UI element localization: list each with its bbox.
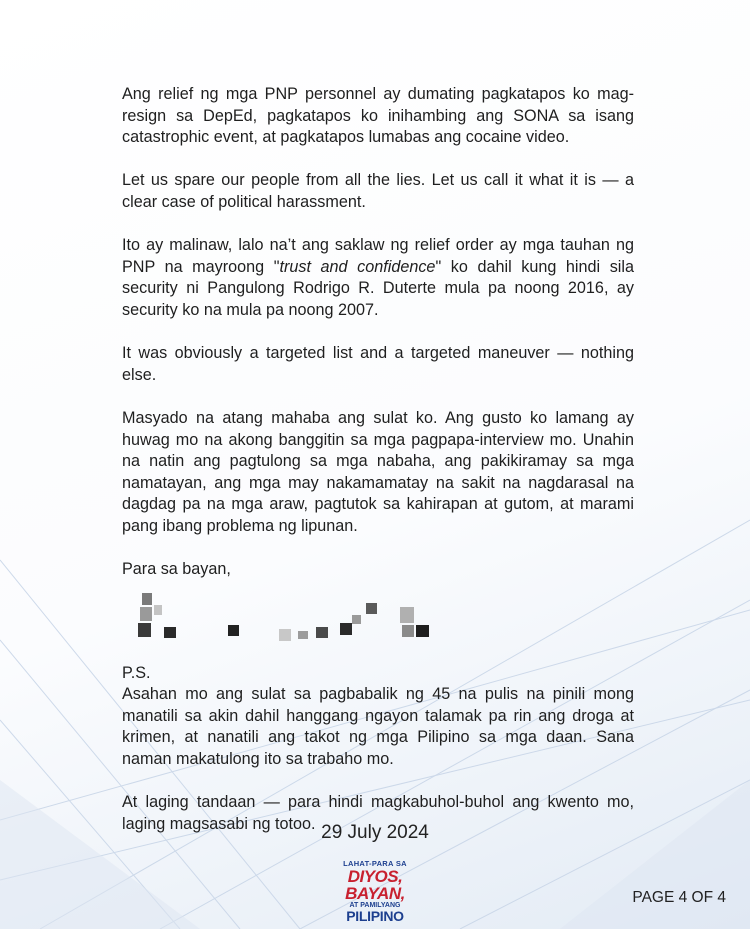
paragraph-request: Masyado na atang mahaba ang sulat ko. Ang gusto ko lamang ay huwag mo na akong banggitin sa mga pagpapa-interview mo. Unahin na natin ang pagtulong sa mga nabaha, ang pakikiramay sa mga namatayan, ang mga may nakamamatay na sakit na nagdarasal na dagdag pa na mga araw, pagtutok sa kahirapan at gutom, at marami pang ibang problema ng lipunan.	[122, 408, 634, 535]
logo-line-2: DIYOS,	[347, 866, 403, 886]
letter-date: 29 July 2024	[321, 822, 429, 843]
logo-line-5: PILIPINO	[346, 907, 404, 924]
page-number: PAGE 4 OF 4	[632, 889, 726, 906]
closing-line: Para sa bayan,	[122, 560, 231, 579]
final-reminder: At laging tandaan — para hindi magkabuhol-buhol ang kwento mo, laging magsasabi ng totoo.	[122, 793, 634, 833]
trust-and-confidence-phrase: trust and confidence	[279, 257, 436, 276]
pixelated-signature	[122, 585, 634, 645]
ps-paragraph: Asahan mo ang sulat sa pagbabalik ng 45 na pulis na pinili mong manatili sa akin dahil hanggang ngayon talamak pa rin ang droga at krimen, at nanatili ang takot ng mga Pilipino sa mga daan. Sana naman makatulong ito sa trabaho mo.	[122, 685, 634, 769]
ps-label: P.S.	[122, 663, 151, 682]
logo-line-1: LAHAT-PARA SA	[343, 859, 407, 868]
paragraph-trust-end: " ko dahil kung hindi sila security ni Pangulong Rodrigo R. Duterte mula pa noong 2016, ay security ko na mula pa noong 2007.	[122, 257, 635, 319]
logo-line-4: AT PAMILYANG	[349, 901, 401, 909]
paragraph-trust	[122, 235, 634, 321]
letter-body	[122, 84, 634, 857]
paragraph-relief: Ang relief ng mga PNP personnel ay dumating pagkatapos ko mag-resign sa DepEd, pagkatapos ko inihambing ang SONA sa isang catastrophic event, at pagkatapos lumabas ang cocaine video.	[122, 85, 634, 147]
logo-line-3: BAYAN,	[345, 883, 405, 903]
paragraph-targeted: It was obviously a targeted list and a targeted maneuver — nothing else.	[122, 344, 634, 384]
paragraph-trust-start: Ito ay malinaw, lalo na’t ang saklaw ng relief order ay mga tauhan ng PNP na mayroong "	[122, 236, 634, 276]
campaign-logo	[329, 859, 421, 924]
paragraph-lies: Let us spare our people from all the lies. Let us call it what it is — a clear case of political harassment.	[122, 171, 634, 211]
